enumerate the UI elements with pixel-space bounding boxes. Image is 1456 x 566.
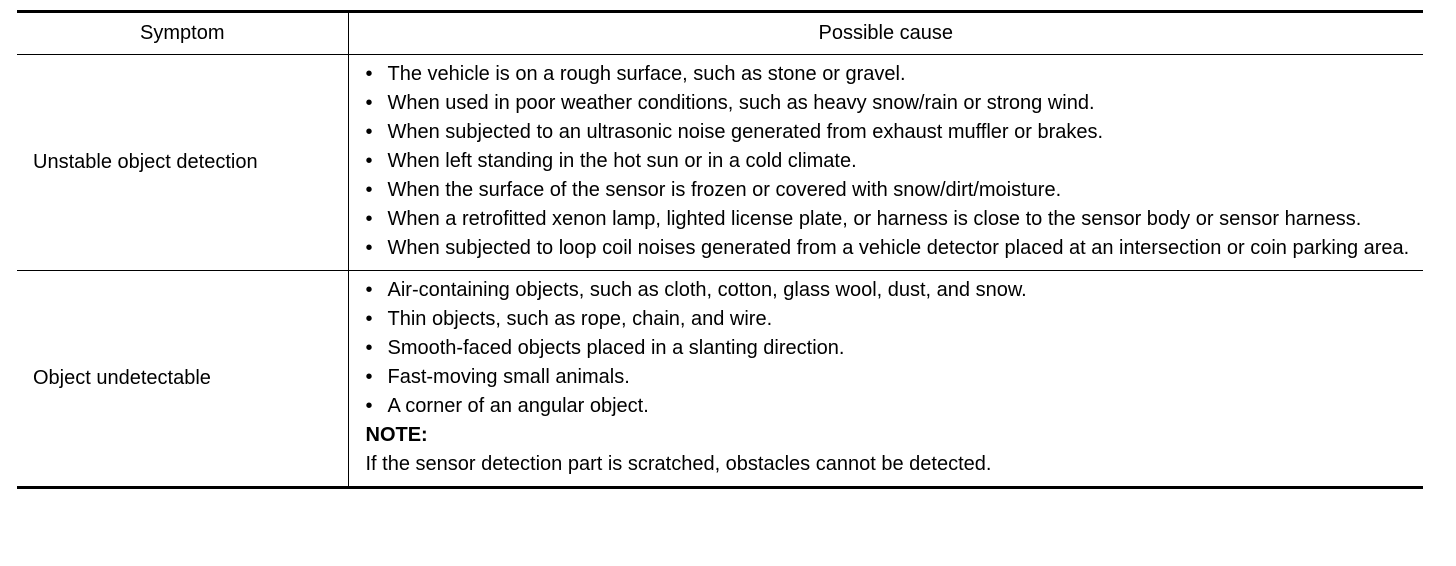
list-item: • When the surface of the sensor is frozen or covered with snow/dirt/moisture.: [366, 176, 1416, 205]
list-item: • When subjected to loop coil noises generated from a vehicle detector placed at an intersection or coin parking area.: [366, 234, 1416, 263]
symptom-cause-table: [17, 10, 1423, 489]
list-item: • Thin objects, such as rope, chain, and wire.: [366, 305, 1416, 334]
note-text: If the sensor detection part is scratched, obstacles cannot be detected.: [365, 453, 992, 475]
list-item: • Smooth-faced objects placed in a slanting direction.: [366, 334, 1416, 363]
symptom-cause-table-container: [17, 10, 1423, 489]
header-possible-cause: Possible cause: [348, 12, 1423, 55]
list-item: • A corner of an angular object.: [366, 392, 1416, 421]
list-item: • Fast-moving small animals.: [366, 363, 1416, 392]
causes-cell: [348, 55, 1423, 271]
causes-cell: [348, 271, 1423, 488]
list-item: • The vehicle is on a rough surface, such as stone or gravel.: [366, 60, 1416, 89]
table-row: [17, 55, 1423, 271]
header-symptom: Symptom: [17, 12, 348, 55]
note-label: NOTE:: [365, 424, 428, 446]
cause-list: [366, 60, 1416, 263]
list-item: • Air-containing objects, such as cloth, cotton, glass wool, dust, and snow.: [366, 276, 1416, 305]
list-item: • When a retrofitted xenon lamp, lighted license plate, or harness is close to the sensor body or sensor harness.: [366, 205, 1416, 234]
symptom-cell: Object undetectable: [17, 271, 348, 488]
table-row: [17, 271, 1423, 488]
cause-list: [366, 276, 1416, 421]
list-item: • When used in poor weather conditions, such as heavy snow/rain or strong wind.: [366, 89, 1416, 118]
header-row: [17, 12, 1423, 55]
list-item: • When left standing in the hot sun or in a cold climate.: [366, 147, 1416, 176]
list-item: • When subjected to an ultrasonic noise generated from exhaust muffler or brakes.: [366, 118, 1416, 147]
symptom-cell: Unstable object detection: [17, 55, 348, 271]
